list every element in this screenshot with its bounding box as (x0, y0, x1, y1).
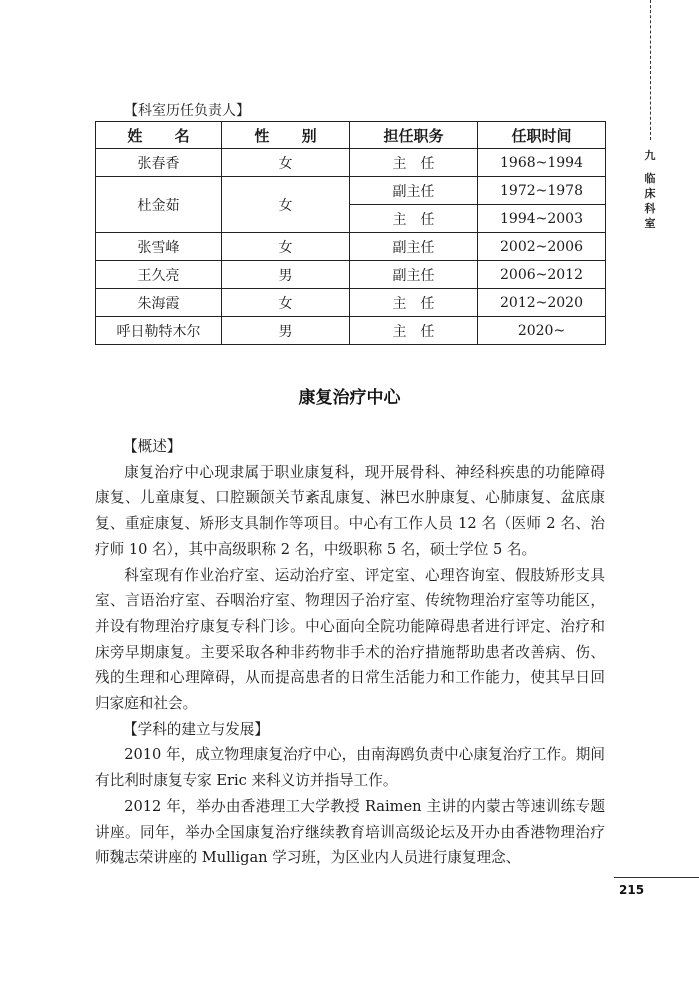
header-title: 担任职务 (350, 122, 478, 149)
cell-period: 2012~2020 (478, 289, 606, 317)
cell-title: 副主任 (350, 261, 478, 289)
table-caption: 【科室历任负责人】 (124, 103, 250, 119)
overview-heading: 【概述】 (123, 438, 182, 455)
cell-name: 张雪峰 (96, 233, 222, 261)
cell-title: 副主任 (350, 177, 478, 205)
header-period: 任职时间 (478, 122, 606, 149)
cell-gender: 男 (222, 317, 350, 345)
cell-title: 主 任 (350, 317, 478, 345)
header-name: 姓 名 (96, 122, 222, 149)
table-header-row (96, 122, 606, 149)
overview-paragraph: 科室现有作业治疗室、运动治疗室、评定室、心理咨询室、假肢矫形支具室、言语治疗室、吞咽治疗室、物理因子治疗室、传统物理治疗室等功能区，并设有物理治疗康复专科门诊。中心面向全院功能障碍患者进行评定、治疗和床旁早期康复。主要采取各种非药物非手术的治疗措施帮助患者改善病、伤、残的生理和心理障碍，从而提高患者的日常生活能力和工作能力，使其早日回归家庭和社会。 (95, 566, 605, 713)
page-number-rule (614, 877, 699, 878)
cell-title: 主 任 (350, 205, 478, 233)
cell-title: 副主任 (350, 233, 478, 261)
page-number: 215 (619, 883, 645, 897)
header-gender: 性 别 (222, 122, 350, 149)
cell-gender: 女 (222, 289, 350, 317)
overview-paragraph: 康复治疗中心现隶属于职业康复科，现开展骨科、神经科疾患的功能障碍康复、儿童康复、口腔颞颌关节紊乱康复、淋巴水肿康复、心肺康复、盆底康复、重症康复、矫形支具制作等项目。中心有工作人员 12 名（医师 2 名、治疗师 10 名），其中高级职称 2 名，中级职称 5 名，硕士学位 5 名。 (95, 463, 605, 558)
cell-gender: 男 (222, 261, 350, 289)
chapter-number: 九 (644, 149, 656, 162)
table-row (96, 289, 606, 317)
chapter-label: 临床科室 (644, 172, 656, 230)
cell-period: 1972~1978 (478, 177, 606, 205)
table-row (96, 317, 606, 345)
cell-gender: 女 (222, 233, 350, 261)
cell-period: 1994~2003 (478, 205, 606, 233)
cell-title: 主 任 (350, 149, 478, 177)
section-body (95, 434, 605, 871)
development-paragraph: 2012 年，举办由香港理工大学教授 Raimen 主讲的内蒙古等速训练专题讲座。同年，举办全国康复治疗继续教育培训高级论坛及开办由香港物理治疗师魏志荣讲座的 Mulligan 学习班，为区业内人员进行康复理念、 (95, 797, 605, 867)
cell-name: 呼日勒特木尔 (96, 317, 222, 345)
cell-period: 1968~1994 (478, 149, 606, 177)
table-row (96, 233, 606, 261)
development-heading: 【学科的建立与发展】 (123, 720, 269, 738)
table-row (96, 177, 606, 205)
cell-period: 2002~2006 (478, 233, 606, 261)
cell-name: 王久亮 (96, 261, 222, 289)
table-row (96, 261, 606, 289)
section-title: 康复治疗中心 (298, 388, 401, 408)
table-row (96, 149, 606, 177)
cell-title: 主 任 (350, 289, 478, 317)
chapter-side-tab (643, 148, 657, 231)
cell-name: 杜金茹 (96, 177, 222, 233)
cell-gender: 女 (222, 177, 350, 233)
cell-period: 2006~2012 (478, 261, 606, 289)
cell-gender: 女 (222, 149, 350, 177)
cell-name: 朱海霞 (96, 289, 222, 317)
cell-period: 2020~ (478, 317, 606, 345)
development-paragraph: 2010 年，成立物理康复治疗中心，由南海鸥负责中心康复治疗工作。期间有比利时康复专家 Eric 来科义访并指导工作。 (95, 746, 605, 790)
leaders-table (95, 121, 606, 345)
cell-name: 张春香 (96, 149, 222, 177)
side-dashed-rule (650, 0, 651, 140)
